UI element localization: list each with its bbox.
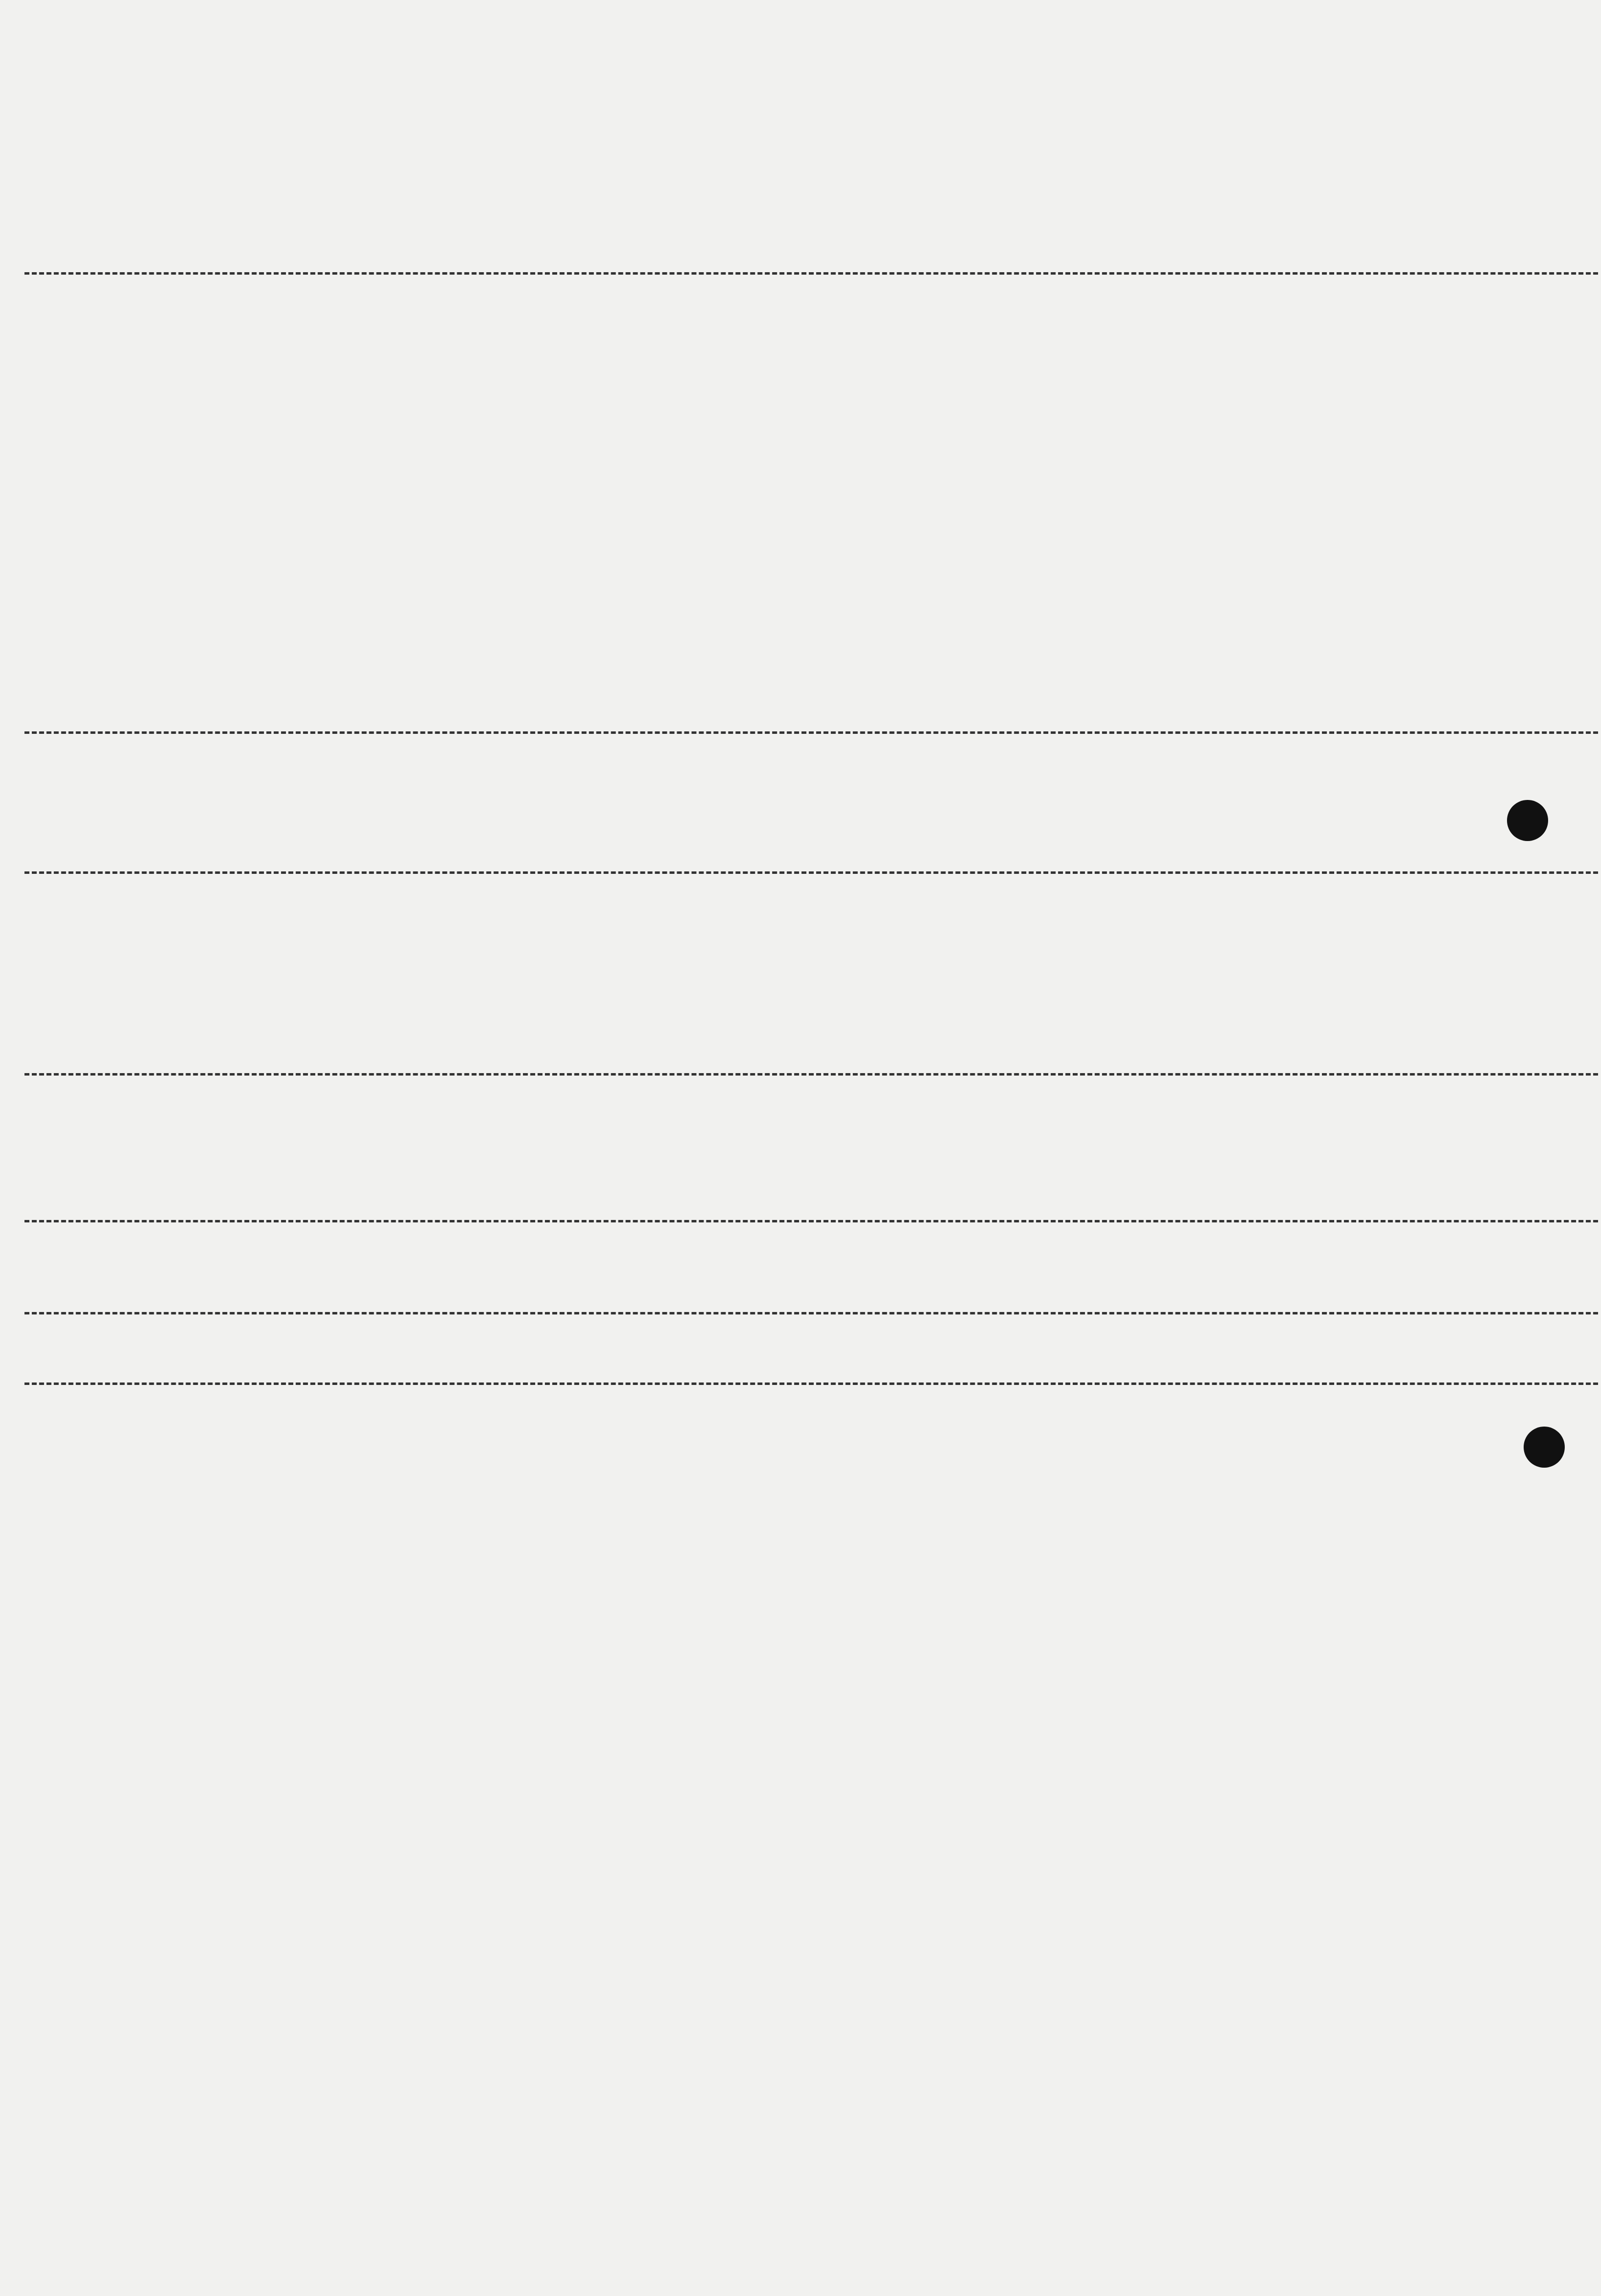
table-row xyxy=(0,515,1601,538)
table-row xyxy=(0,352,1601,375)
table-row xyxy=(0,445,1601,469)
table-row xyxy=(0,468,1601,492)
punch-hole xyxy=(1524,1427,1565,1468)
table-row xyxy=(0,398,1601,422)
german-table xyxy=(0,282,1601,724)
table-row xyxy=(0,328,1601,352)
table-row xyxy=(0,884,1601,908)
table-row xyxy=(0,608,1601,631)
divider xyxy=(24,871,1598,874)
table-row xyxy=(0,282,1601,305)
report-title xyxy=(25,96,117,186)
table-row xyxy=(0,305,1601,329)
table-row xyxy=(0,492,1601,515)
atmosphere-diagram xyxy=(0,1420,1293,2213)
table-row xyxy=(0,908,1601,931)
divider xyxy=(24,731,1598,734)
table-row xyxy=(0,631,1601,655)
divider xyxy=(24,1073,1598,1076)
table-row xyxy=(0,375,1601,398)
table-row xyxy=(0,538,1601,562)
divider xyxy=(24,1382,1598,1385)
table-row xyxy=(0,561,1601,585)
table-row xyxy=(0,585,1601,608)
table-row xyxy=(0,654,1601,678)
divider xyxy=(24,272,1598,275)
mondphase xyxy=(568,1348,630,1416)
divider xyxy=(24,1220,1598,1222)
divider xyxy=(24,1312,1598,1314)
astro-title xyxy=(24,1095,106,1207)
ausland-table xyxy=(0,884,1601,931)
table-row xyxy=(0,701,1601,724)
table-row xyxy=(0,422,1601,445)
table-row xyxy=(0,678,1601,701)
punch-hole xyxy=(1507,800,1548,841)
